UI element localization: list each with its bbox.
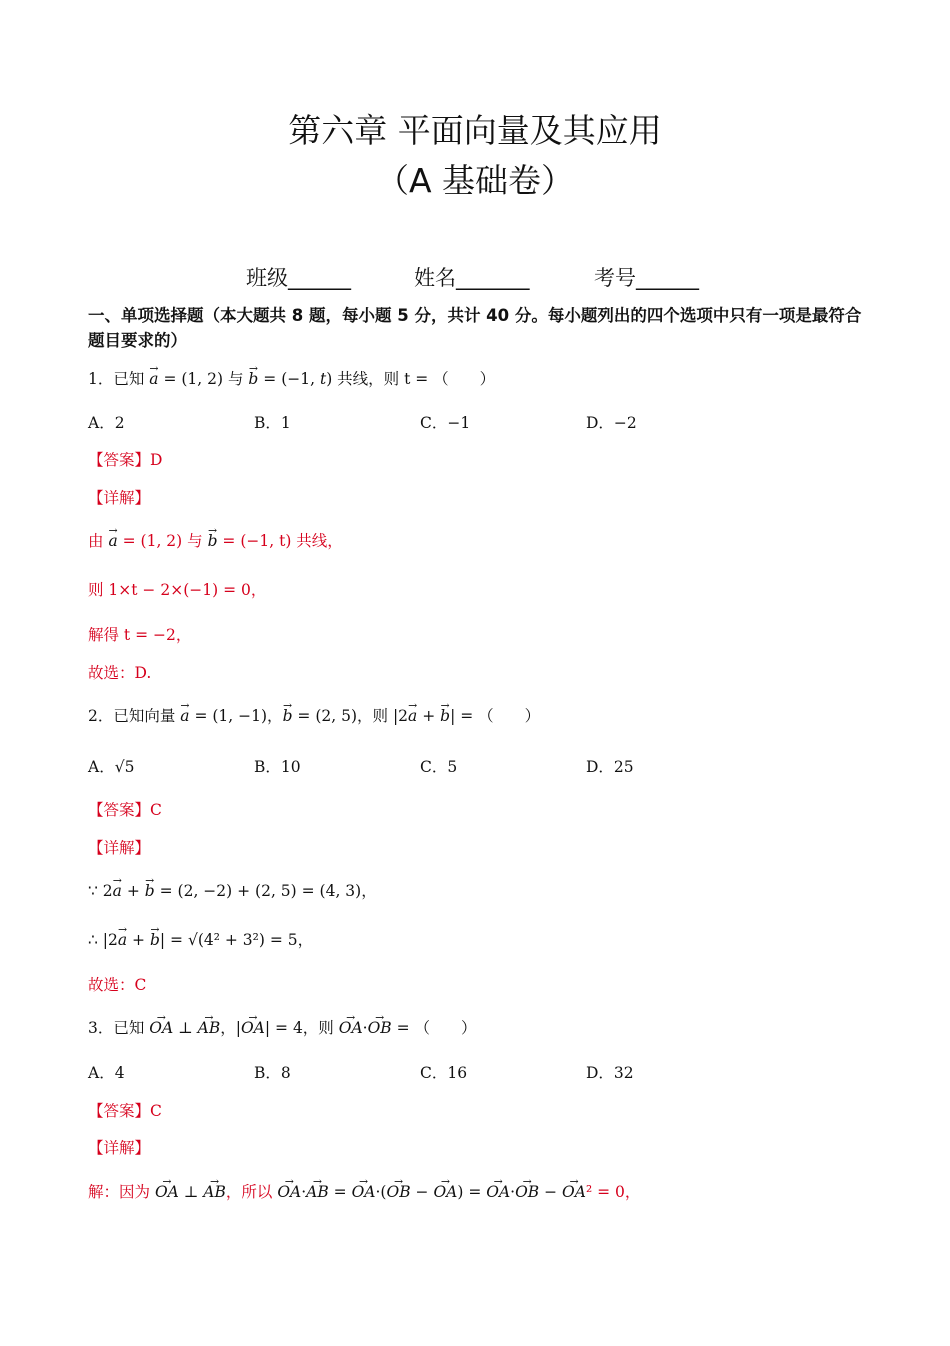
page-subtitle: （A 基础卷） <box>375 161 575 200</box>
question-2-option-c: C．5 <box>420 758 458 776</box>
vector-b: → b <box>248 370 258 388</box>
question-3-option-d: D．32 <box>586 1064 634 1082</box>
question-2-option-a: A．√5 <box>88 758 135 776</box>
question-1-solution-line-1: 由 → a = (1, 2) 与 → b = (−1, t) 共线， <box>88 529 343 551</box>
question-1-solution-line-4: 故选：D. <box>88 664 152 682</box>
question-3-answer: 【答案】C <box>88 1102 162 1120</box>
question-2-solution-line-3: 故选：C <box>88 976 147 994</box>
question-2-option-d: D．25 <box>586 758 634 776</box>
question-1-solution-line-3: 解得 t = −2， <box>88 626 192 644</box>
question-1-option-c: C．−1 <box>420 414 471 432</box>
question-3-option-b: B．8 <box>254 1064 291 1082</box>
question-3-option-a: A．4 <box>88 1064 125 1082</box>
question-2-option-b: B．10 <box>254 758 301 776</box>
number-field: 考号______ <box>594 266 699 290</box>
question-1-option-b: B．1 <box>254 414 291 432</box>
question-3-detail-label: 【详解】 <box>88 1139 151 1157</box>
question-2-detail-label: 【详解】 <box>88 839 151 857</box>
question-2-solution-line-1: ∵ 2→ a + → b = (2, −2) + (2, 5) = (4, 3)， <box>88 879 377 901</box>
section-heading: 一、单项选择题（本大题共 8 题，每小题 5 分，共计 40 分。每小题列出的四个选项中只有一项是最符合题目要求的） <box>88 306 862 350</box>
name-field: 姓名_______ <box>414 266 530 290</box>
question-3-solution-line-1: 解：因为 → OA ⊥ → AB，所以 → OA·→ AB = → OA·(→ OB − → OA) = → OA·→ OB − → OA² = 0， <box>88 1180 640 1202</box>
question-1-option-a: A．2 <box>88 414 125 432</box>
question-1-option-d: D．−2 <box>586 414 637 432</box>
class-field: 班级______ <box>246 266 351 290</box>
question-1-detail-label: 【详解】 <box>88 489 151 507</box>
question-3-option-c: C．16 <box>420 1064 468 1082</box>
question-2-stem: 2．已知向量 → a = (1, −1)，→ b = (2, 5)，则 |2→ a + → b| = （ ） <box>88 704 540 726</box>
question-1-answer: 【答案】D <box>88 451 163 469</box>
vector-a: → a <box>149 370 158 388</box>
question-2-answer: 【答案】C <box>88 801 162 819</box>
question-1-solution-line-2: 则 1×t − 2×(−1) = 0， <box>88 581 267 599</box>
page-title: 第六章 平面向量及其应用 <box>288 111 662 150</box>
question-2-solution-line-2: ∴ |2→ a + → b| = √(4² + 3²) = 5， <box>88 928 313 950</box>
question-3-stem: 3．已知 → OA ⊥ → AB，|→ OA| = 4，则 → OA·→ OB = （ ） <box>88 1016 477 1038</box>
question-1-stem: 1．已知 → a = (1, 2) 与 → b = (−1, t) 共线，则 t = （ ） <box>88 367 495 389</box>
